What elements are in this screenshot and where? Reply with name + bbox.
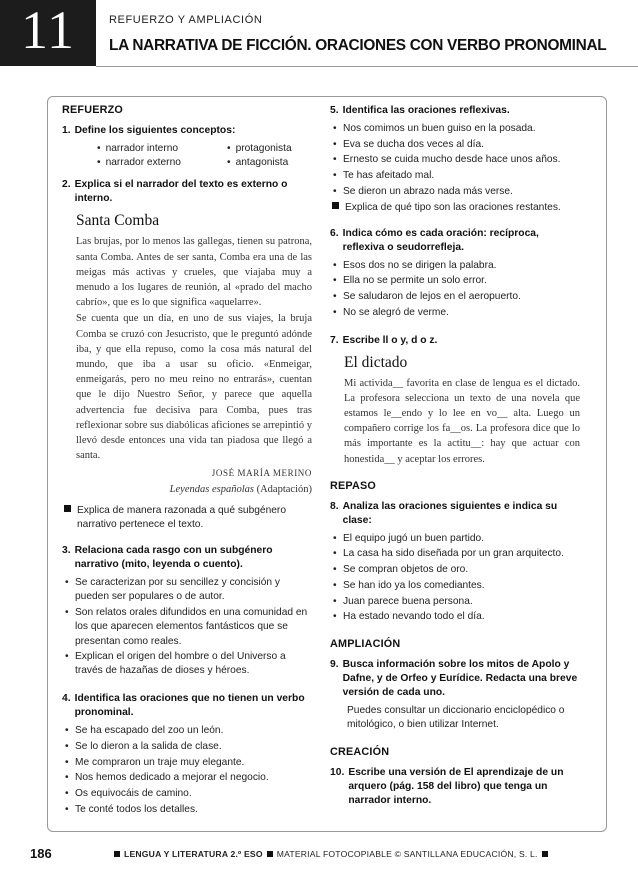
footer-text <box>110 849 608 859</box>
question-number: 5. <box>330 105 339 116</box>
footer-copyright: MATERIAL FOTOCOPIABLE © SANTILLANA EDUCACIÓN, S. L. <box>276 849 538 859</box>
task-item <box>330 201 580 215</box>
question-6 <box>330 227 580 255</box>
list-item: • Se caracterizan por su sencillez y concisión y pueden ser populares o de autor. <box>65 577 280 603</box>
question-number: 8. <box>330 500 339 512</box>
task-text: Explica de manera razonada a qué subgénero narrativo pertenece el texto. <box>77 504 286 531</box>
page-title: LA NARRATIVA DE FICCIÓN. ORACIONES CON VERBO PRONOMINAL <box>109 37 607 54</box>
unit-number-box <box>0 0 96 66</box>
list-item: • Me compraron un traje muy elegante. <box>65 756 245 768</box>
list-item: • Os equivocáis de camino. <box>65 788 192 799</box>
square-bullet-icon <box>267 851 273 857</box>
question-text: Analiza las oraciones siguientes e indica su clase: <box>342 500 558 526</box>
list-item: • Son relatos orales difundidos en una comunidad en los que aparecen elementos fantásticos que se presentan como reales. <box>65 607 308 647</box>
question-number: 9. <box>330 658 339 670</box>
task-text: Explica de qué tipo son las oraciones restantes. <box>345 201 561 213</box>
story-title: Santa Comba <box>76 212 160 230</box>
concepts-list <box>62 142 312 170</box>
unit-number: 11 <box>21 0 75 60</box>
question-8 <box>330 500 580 528</box>
list-item: • La casa ha sido diseñada por un gran arquitecto. <box>333 548 564 560</box>
square-bullet-icon <box>64 505 71 512</box>
question-7 <box>330 334 580 348</box>
concept-item: • antagonista <box>227 156 337 170</box>
concept-item: • narrador externo <box>97 156 227 170</box>
section-refuerzo: REFUERZO <box>62 104 123 116</box>
question-1 <box>62 124 312 138</box>
list-item: • Se compran objetos de oro. <box>333 564 469 576</box>
header-rule <box>96 66 638 67</box>
question-number: 4. <box>62 693 71 705</box>
list-item: • Juan parece buena persona. <box>333 595 473 607</box>
page-number: 186 <box>30 846 52 861</box>
list-item: • Esos dos no se dirigen la palabra. <box>333 259 497 271</box>
question-number: 1. <box>62 125 71 136</box>
list-item: • Te has afeitado mal. <box>333 170 435 182</box>
list-item: • Se ha escapado del zoo un león. <box>65 725 224 737</box>
square-bullet-icon <box>114 851 120 857</box>
question-2 <box>62 178 312 206</box>
list-item: • Nos comimos un buen guiso en la posada. <box>333 123 536 134</box>
question-10 <box>330 766 580 808</box>
question-text: Identifica las oraciones reflexivas. <box>342 105 510 116</box>
dictation-text <box>344 376 580 467</box>
list-item: • Nos hemos dedicado a mejorar el negocio. <box>65 772 269 784</box>
question-5 <box>330 104 580 118</box>
question-9 <box>330 658 580 700</box>
section-repaso: REPASO <box>330 479 376 492</box>
question-text: Escribe una versión de El aprendizaje de un arquero (pág. 158 del libro) que tenga un narrador interno. <box>348 766 564 806</box>
list-item: • El equipo jugó un buen partido. <box>333 532 485 544</box>
left-column <box>62 104 312 818</box>
list-item: • Se lo dieron a la salida de clase. <box>65 740 222 752</box>
question-text: Explica si el narrador del texto es externo o interno. <box>74 179 288 205</box>
section-creacion: CREACIÓN <box>330 745 390 758</box>
task-item <box>62 504 312 532</box>
list-item: • Explican el origen del hombre o del Universo a través de hazañas de dioses y héroes. <box>65 651 286 677</box>
concept-item: • narrador interno <box>97 142 227 156</box>
list-item: • No se alegró de verme. <box>333 306 449 318</box>
list-item: • Se saludaron de lejos en el aeropuerto. <box>333 291 521 303</box>
list-item: • Ha estado nevando todo el día. <box>333 611 485 623</box>
page-footer <box>0 846 638 866</box>
list-item: • Ella no se permite un solo error. <box>333 275 487 287</box>
list-item: • Te conté todos los detalles. <box>65 803 198 815</box>
list-item: • Se dieron un abrazo nada más verse. <box>333 185 513 197</box>
question-text: Relaciona cada rasgo con un subgénero narrativo (mito, leyenda o cuento). <box>74 545 273 571</box>
square-bullet-icon <box>542 851 548 857</box>
question-number: 3. <box>62 545 71 557</box>
question-number: 2. <box>62 179 71 191</box>
question-number: 10. <box>330 766 345 778</box>
question-text: Define los siguientes conceptos: <box>74 125 236 136</box>
dictation-paragraph: Mi activida__ favorita en clase de lengua es el dictado. La profesora selecciona un texto de una novela que estamos le__endo y lo lee en vo__ alta. Luego un compañero corrige los fa__os. La profesora dice que lo más importante es la actitu__: hay que actuar con honestida__ y aceptar los errores. <box>344 377 580 465</box>
square-bullet-icon <box>332 202 339 209</box>
story-paragraph: Las brujas, por lo menos las gallegas, tienen su patrona, santa Comba. Antes de ser santa, Comba era una de las meigas más activas y crueles, que viajaba muy a menudo a los lugares de reunión, al «prado del macho cabrío», que es lo que significa «aquelarre». <box>76 236 312 309</box>
right-column <box>330 104 580 812</box>
header-kicker: REFUERZO Y AMPLIACIÓN <box>109 14 263 26</box>
story-paragraph: Se cuenta que un día, en uno de sus viajes, la bruja Comba se cruzó con Jesucristo, que le preguntó adónde iba, y que ella repuso, como la cosa más natural del mundo, que iba a usar su oficio. «Enmeigar, enmeigarás, pero no meu reino no entrarás», cuentan que le dijo Nuestro Señor, y parece que aquella advertencia fue decisiva para Comba, pues tras reflexionar sobre sus diabólicas aficiones se arrepintió y llevó desde entonces una vida tan piadosa que llegó a santa. <box>76 313 312 462</box>
story-author: JOSÉ MARÍA MERINO <box>211 468 312 479</box>
list-item: • Ernesto se cuida mucho desde hace unos años. <box>333 154 561 166</box>
list-item: • Eva se ducha dos veces al día. <box>333 138 485 150</box>
question-note: Puedes consultar un diccionario enciclopédico o mitológico, o bien utilizar Internet. <box>347 704 565 731</box>
question-text: Busca información sobre los mitos de Apolo y Dafne, y de Orfeo y Eurídice. Redacta una breve versión de cada uno. <box>342 658 578 698</box>
question-text: Identifica las oraciones que no tienen un verbo pronominal. <box>74 693 305 719</box>
story-text <box>76 234 312 496</box>
question-text: Indica cómo es cada oración: recíproca, reflexiva o seudorrefleja. <box>342 227 539 253</box>
question-4 <box>62 692 312 720</box>
section-ampliacion: AMPLIACIÓN <box>330 637 401 650</box>
source-book: Leyendas españolas <box>169 483 254 495</box>
question-number: 7. <box>330 334 339 346</box>
question-number: 6. <box>330 227 339 239</box>
question-3 <box>62 544 312 572</box>
list-item: • Se han ido ya los comediantes. <box>333 579 485 591</box>
footer-book: LENGUA Y LITERATURA 2.º ESO <box>124 849 263 859</box>
concept-item: • protagonista <box>227 142 337 156</box>
story-source: Leyendas españolas (Adaptación) <box>169 483 312 495</box>
story-title: El dictado <box>344 353 408 371</box>
question-text: Escribe ll o y, d o z. <box>342 334 438 346</box>
